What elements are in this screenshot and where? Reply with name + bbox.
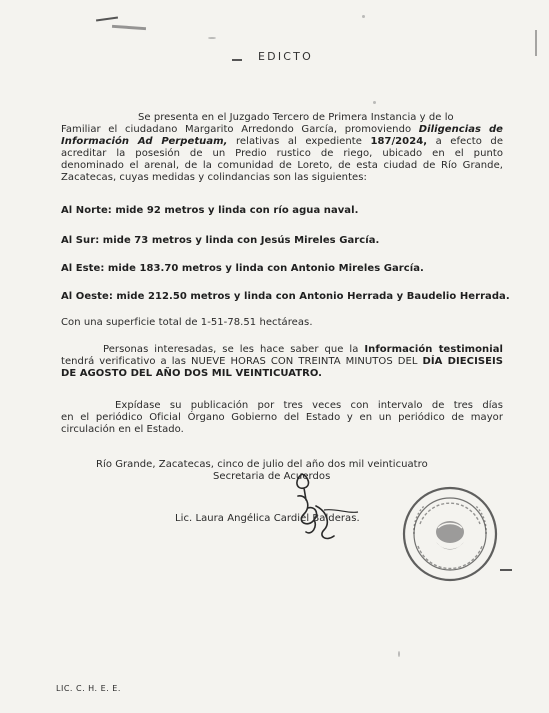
procedure-name: Diligencias de [418, 124, 503, 135]
paragraph-3-line-1: Expídase su publicación por tres veces con intervalo de tres días [115, 400, 503, 411]
boundary-east: Al Este: mide 183.70 metros y linda con Antonio Mireles García. [61, 263, 424, 274]
paragraph-1-line-6: Zacatecas, cuyas medidas y colindancias son las siguientes: [61, 172, 367, 183]
closing-date: Río Grande, Zacatecas, cinco de julio del año dos mil veinticuatro [96, 459, 428, 470]
document-title: EDICTO [258, 50, 313, 63]
surface-area: Con una superficie total de 1-51-78.51 hectáreas. [61, 317, 313, 328]
scan-mark [96, 16, 118, 21]
paragraph-1-line-2 [61, 124, 503, 136]
scan-speck [362, 15, 365, 18]
scan-mark [535, 30, 537, 56]
text-segment: tendrá verificativo a las NUEVE HORAS CON TREINTA MINUTOS DEL [61, 356, 418, 367]
text-segment: Personas interesadas, se les hace saber que la [103, 344, 359, 355]
signer-role: Secretaria de Acuerdos [213, 471, 331, 482]
hearing-date: DÍA DIECISEIS [422, 356, 503, 367]
text-segment: a efecto de [435, 136, 504, 147]
paragraph-3-line-2: en el periódico Oficial Órgano Gobierno del Estado y en un periódico de mayor [61, 412, 503, 423]
boundary-north: Al Norte: mide 92 metros y linda con río agua naval. [61, 205, 359, 216]
paragraph-2-line-2 [61, 356, 503, 368]
paragraph-1-line-5: denominado el arenal, de la comunidad de Loreto, de esta ciudad de Río Grande, [61, 160, 503, 171]
court-seal-icon [400, 484, 500, 584]
text-segment: Familiar el ciudadano Margarito Arredondo García, promoviendo [61, 124, 412, 135]
handwritten-signature [284, 466, 374, 566]
paragraph-3-line-3: circulación en el Estado. [61, 424, 184, 435]
paragraph-1-line-4: acreditar la posesión de un Predio rustico de riego, ubicado en el punto [61, 148, 503, 159]
case-number: 187/2024, [370, 136, 428, 147]
scan-speck [373, 101, 376, 104]
text-segment: relativas al expediente [235, 136, 362, 147]
boundary-south: Al Sur: mide 73 metros y linda con Jesús Mireles García. [61, 235, 380, 246]
scan-speck [208, 37, 216, 39]
paragraph-1-line-1: Se presenta en el Juzgado Tercero de Primera Instancia y de lo [138, 112, 454, 123]
paragraph-1-line-3 [61, 136, 503, 148]
footer-initials: LIC. C. H. E. E. [56, 684, 121, 693]
signer-name: Lic. Laura Angélica Cardiel Balderas. [175, 513, 360, 524]
procedure-name: Información Ad Perpetuam, [61, 136, 228, 147]
scan-mark [232, 59, 242, 61]
scan-mark [500, 569, 512, 571]
paragraph-2-line-1 [103, 344, 503, 356]
scan-mark [112, 25, 146, 30]
scan-speck [398, 651, 400, 657]
hearing-type: Información testimonial [364, 344, 503, 355]
boundary-west: Al Oeste: mide 212.50 metros y linda con Antonio Herrada y Baudelio Herrada. [61, 291, 510, 302]
paragraph-2-line-3: DE AGOSTO DEL AÑO DOS MIL VEINTICUATRO. [61, 368, 323, 379]
